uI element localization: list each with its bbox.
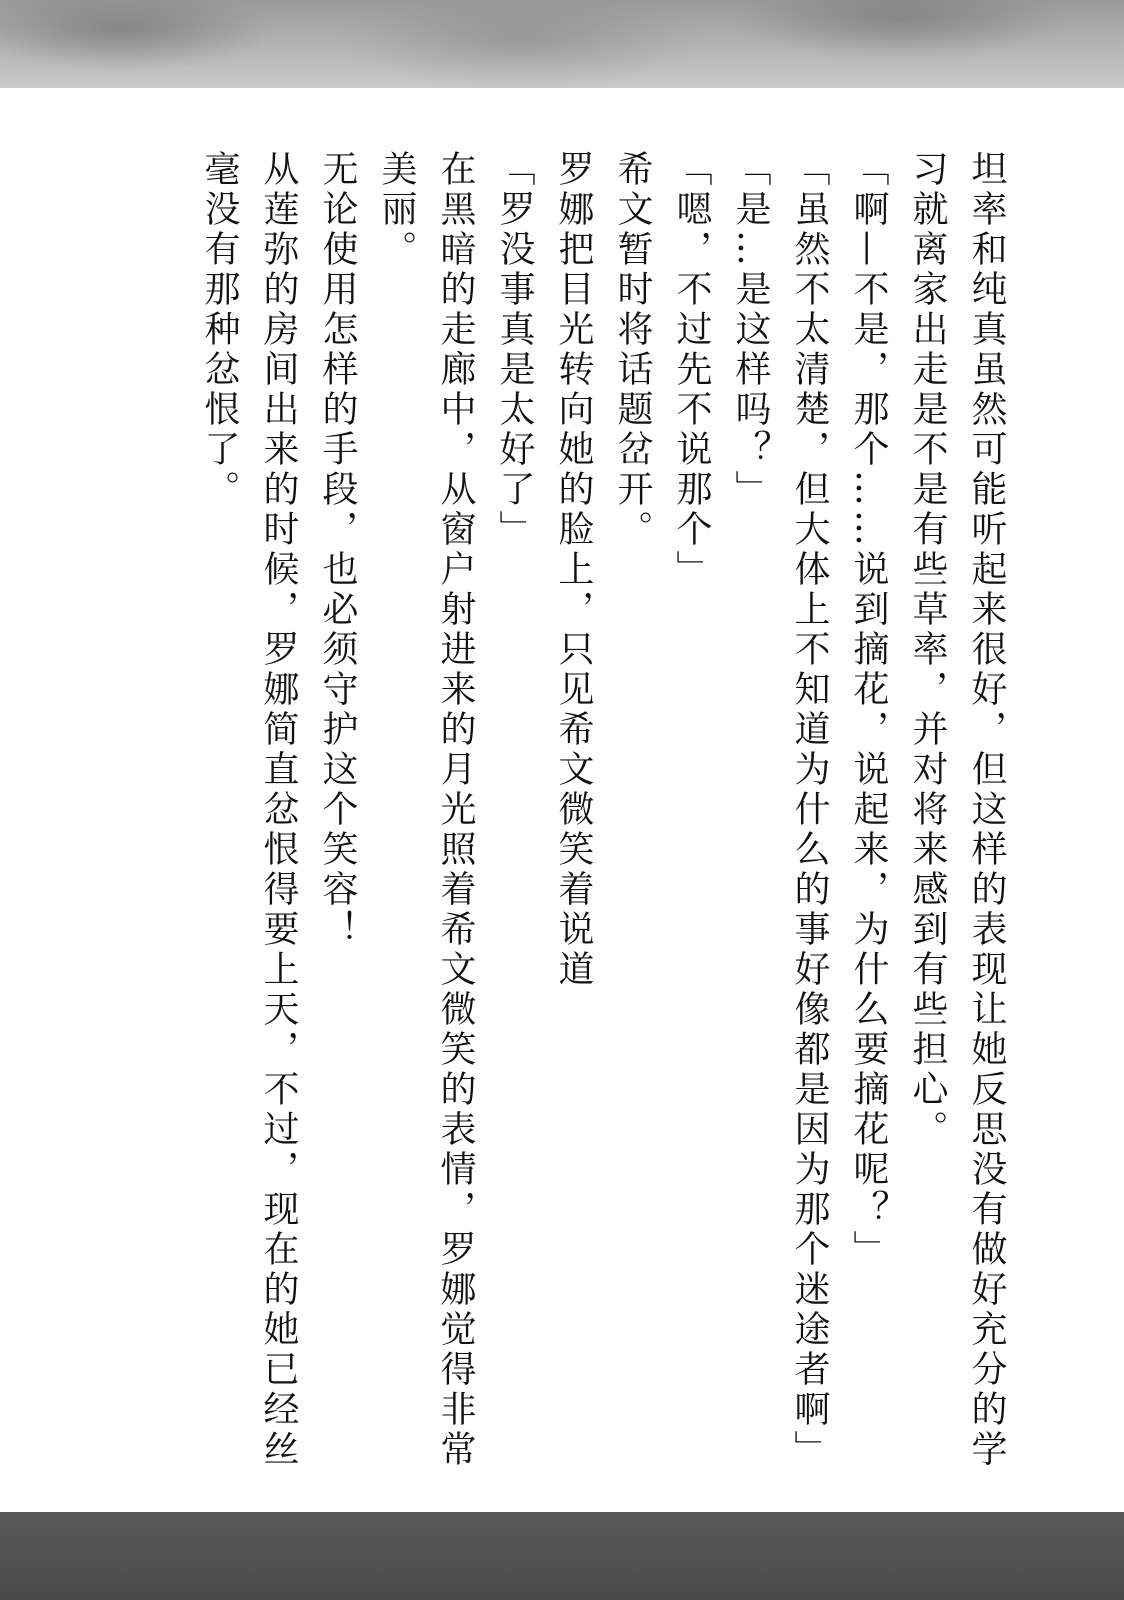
paragraph: 「啊—不是，那个……说到摘花，说起来，为什么要摘花呢？」 [848, 150, 889, 1270]
paragraph: 「虽然不太清楚，但大体上不知道为什么的事好像都是因为那个迷途者啊」 [789, 150, 830, 1470]
paragraph: 「罗没事真是太好了」 [494, 150, 535, 550]
bottom-decorative-band [0, 1512, 1124, 1600]
paragraph: 「是…是这样吗？」 [730, 150, 771, 510]
paragraph: 在黑暗的走廊中，从窗户射进来的月光照着希文微笑的表情，罗娜觉得非常美丽。 [376, 150, 476, 1470]
vertical-text-body [136, 150, 1016, 1490]
paragraph: 「嗯，不过先不说那个」 [671, 150, 712, 590]
paragraph: 从莲弥的房间出来的时候，罗娜简直忿恨得要上天，不过，现在的她已经丝毫没有那种忿恨了。 [199, 150, 299, 1470]
paragraph: 罗娜把目光转向她的脸上，只见希文微笑着说道 [553, 150, 594, 990]
paragraph: 坦率和纯真虽然可能听起来很好，但这样的表现让她反思没有做好充分的学习就离家出走是不是有些草率，并对将来感到有些担心。 [907, 150, 1007, 1470]
top-decorative-band [0, 0, 1124, 88]
paragraph: 无论使用怎样的手段，也必须守护这个笑容！ [317, 150, 358, 950]
paragraph: 希文暂时将话题岔开。 [612, 150, 653, 550]
